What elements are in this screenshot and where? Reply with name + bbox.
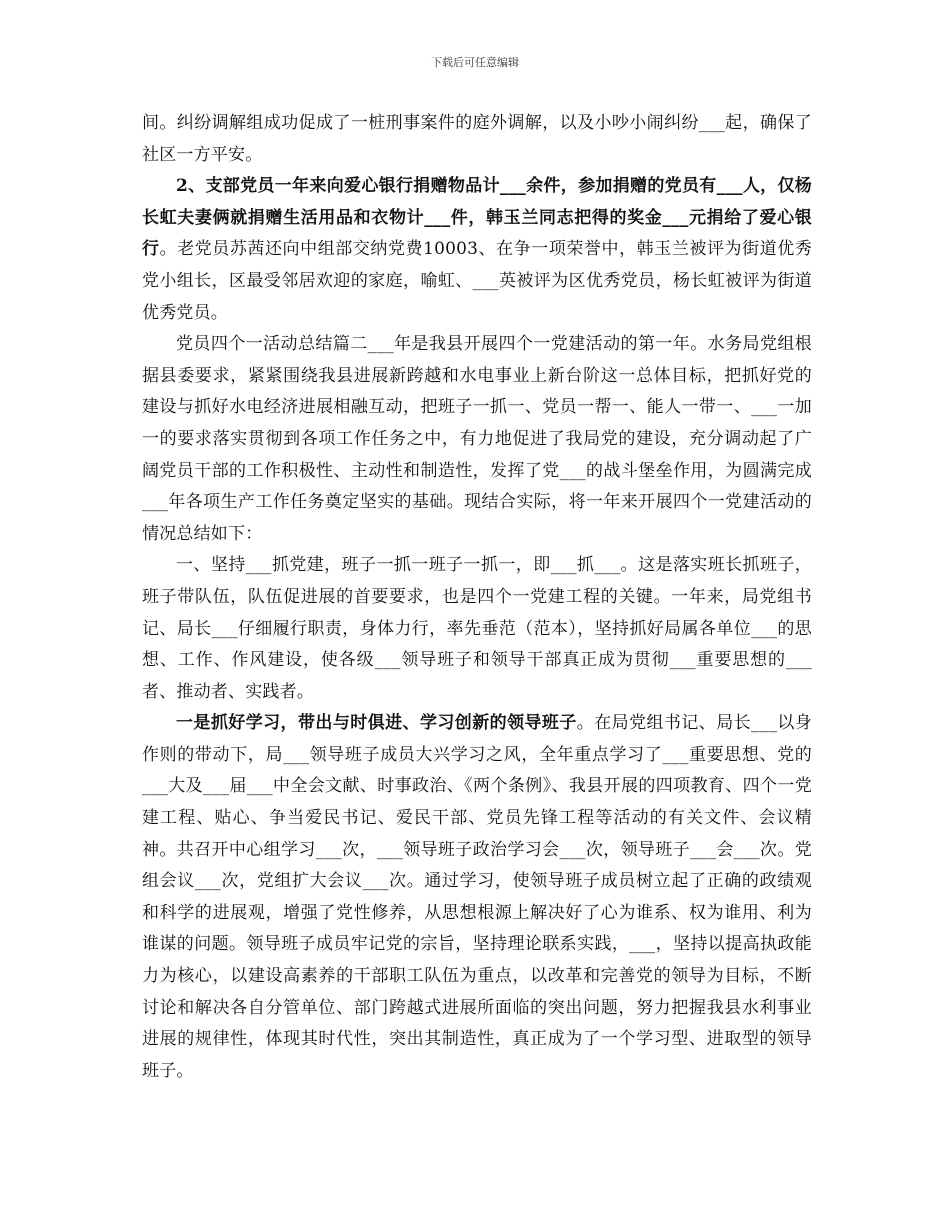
paragraph-5-body: 。在局党组书记、局长___以身作则的带动下，局___领导班子成员大兴学习之风，全年重点学习了___重要思想、党的___大及___届___中全会文献、时事政治、《两个条例》、我县开展的四项教育、四个一党建工程、贴心、争当爱民书记、爱民干部、党员先锋工程等活动的有关文件、会议精神。共召开中心组学习___次，___领导班子政治学习会___次，领导班子___会___次。党组会议___次，党组扩大会议___次。通过学习，使领导班子成员树立起了正确的政绩观和科学的进展观，增强了党性修养，从思想根源上解决好了心为谁系、权为谁用、利为谁谋的问题。领导班子成员牢记党的宗旨，坚持理论联系实践，___，坚持以提高执政能力为核心，以建设高素养的干部职工队伍为重点，以改革和完善党的领导为目标，不断讨论和解决各自分管单位、部门跨越式进展所面临的突出问题，努力把握我县水利事业进展的规律性，体现其时代性，突出其制造性，真正成为了一个学习型、进取型的领导班子。: [142, 713, 813, 1081]
paragraph-2-bold-lead: 2、支部党员一年来向爱心银行捐赠物品计___余件，参加捐赠的党员有___人，仅杨长虹夫妻俩就捐赠生活用品和衣物计___件，韩玉兰同志把得的奖金___元捐给了爱心银行: [142, 176, 812, 260]
page-header: 下载后可任意编辑: [431, 56, 519, 69]
paragraph-2: [142, 171, 812, 329]
paragraph-5: [142, 708, 812, 1087]
document-body: [142, 108, 812, 1087]
paragraph-5-bold-lead: 一是抓好学习，带出与时俱进、学习创新的领导班子: [176, 713, 577, 734]
paragraph-3: 党员四个一活动总结篇二___年是我县开展四个一党建活动的第一年。水务局党组根据县委要求，紧紧围绕我县进展新跨越和水电事业上新台阶这一总体目标，把抓好党的建设与抓好水电经济进展相融互动，把班子一抓一、党员一帮一、能人一带一、___一加一的要求落实贯彻到各项工作任务之中，有力地促进了我局党的建设，充分调动起了广阔党员干部的工作积极性、主动性和制造性，发挥了党___的战斗堡垒作用，为圆满完成___年各项生产工作任务奠定坚实的基础。现结合实际，将一年来开展四个一党建活动的情况总结如下：: [142, 334, 812, 544]
paragraph-1: 间。纠纷调解组成功促成了一桩刑事案件的庭外调解，以及小吵小闹纠纷___起，确保了社区一方平安。: [142, 113, 812, 165]
paragraph-2-body: 。老党员苏茜还向中组部交纳党费10003、在争一项荣誉中，韩玉兰被评为街道优秀党小组长，区最受邻居欢迎的家庭，喻虹、___英被评为区优秀党员，杨长虹被评为街道优秀党员。: [142, 239, 812, 323]
paragraph-4: 一、坚持___抓党建，班子一抓一班子一抓一，即___抓___。这是落实班长抓班子，班子带队伍，队伍促进展的首要要求，也是四个一党建工程的关键。一年来，局党组书记、局长___仔细履行职责，身体力行，率先垂范（范本），坚持抓好局属各单位___的思想、工作、作风建设，使各级___领导班子和领导干部真正成为贯彻___重要思想的___者、推动者、实践者。: [142, 555, 812, 702]
